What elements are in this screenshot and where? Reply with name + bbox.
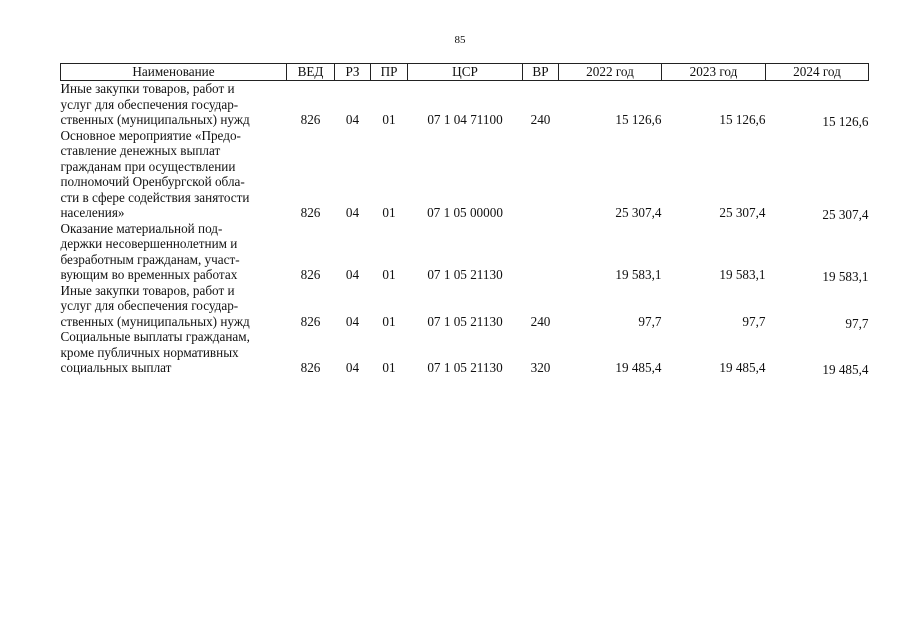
row-rz: 04 — [345, 205, 360, 220]
row-2022: 15 126,6 — [615, 112, 662, 127]
header-2022: 2022 год — [559, 64, 662, 81]
table-row — [61, 81, 869, 128]
row-rz: 04 — [345, 360, 360, 375]
row-2022: 97,7 — [638, 313, 662, 329]
row-ved: 826 — [300, 112, 321, 127]
row-csr: 07 1 05 21130 — [427, 267, 503, 282]
row-vr: 240 — [530, 112, 551, 127]
row-ved: 826 — [300, 267, 321, 282]
row-rz: 04 — [345, 267, 360, 282]
row-2024: 19 485,4 — [822, 362, 869, 377]
header-ved: ВЕД — [287, 64, 335, 81]
budget-table — [60, 63, 869, 376]
row-2022: 19 583,1 — [615, 267, 662, 282]
row-csr: 07 1 05 21130 — [427, 360, 503, 375]
header-pr: ПР — [371, 64, 408, 81]
row-2024: 19 583,1 — [822, 269, 869, 284]
row-name: Иные закупки товаров, работ и услуг для обеспечения государ- ственных (муниципальных) нужд — [60, 282, 250, 329]
row-pr: 01 — [382, 205, 396, 220]
row-vr: 320 — [530, 360, 551, 375]
row-2023: 97,7 — [742, 313, 766, 329]
header-2024: 2024 год — [766, 64, 869, 81]
row-2024: 15 126,6 — [822, 114, 869, 129]
row-csr: 07 1 05 21130 — [427, 313, 503, 329]
header-rz: РЗ — [335, 64, 371, 81]
row-pr: 01 — [382, 112, 396, 127]
row-rz: 04 — [345, 313, 360, 329]
table-header — [61, 64, 869, 81]
header-row — [61, 64, 869, 81]
row-2024: 25 307,4 — [822, 207, 869, 222]
row-2023: 15 126,6 — [719, 112, 766, 127]
row-2022: 19 485,4 — [615, 360, 662, 375]
row-name: Социальные выплаты гражданам, кроме публичных нормативных социальных выплат — [60, 329, 250, 375]
table-row — [61, 221, 869, 283]
row-ved: 826 — [300, 205, 321, 220]
row-2023: 25 307,4 — [719, 205, 766, 220]
row-pr: 01 — [382, 360, 396, 375]
table-body — [61, 81, 869, 376]
row-csr: 07 1 04 71100 — [427, 112, 503, 127]
row-2024: 97,7 — [845, 315, 869, 331]
header-csr: ЦСР — [408, 64, 523, 81]
row-ved: 826 — [300, 360, 321, 375]
table-row — [61, 128, 869, 221]
header-vr: ВР — [523, 64, 559, 81]
row-name: Основное мероприятие «Предо- ставление денежных выплат гражданам при осуществлении полномочий Оренбургской обла- сти в сфере содействия занятости населения» — [60, 127, 250, 220]
row-pr: 01 — [382, 313, 396, 329]
table-row — [61, 329, 869, 376]
header-name: Наименование — [61, 64, 287, 81]
row-csr: 07 1 05 00000 — [427, 205, 503, 220]
row-2023: 19 485,4 — [719, 360, 766, 375]
row-pr: 01 — [382, 267, 396, 282]
row-2023: 19 583,1 — [719, 267, 766, 282]
row-ved: 826 — [300, 313, 321, 329]
row-name: Оказание материальной под- держки несовершеннолетним и безработным гражданам, участ- вующим во временных работах — [60, 220, 240, 282]
row-vr — [523, 221, 559, 283]
header-2023: 2023 год — [662, 64, 766, 81]
row-vr: 240 — [530, 313, 551, 329]
row-rz: 04 — [345, 112, 360, 127]
table-row — [61, 283, 869, 330]
page-number: 85 — [454, 34, 466, 46]
row-vr — [523, 128, 559, 221]
row-name: Иные закупки товаров, работ и услуг для обеспечения государ- ственных (муниципальных) нужд — [60, 81, 250, 127]
row-2022: 25 307,4 — [615, 205, 662, 220]
